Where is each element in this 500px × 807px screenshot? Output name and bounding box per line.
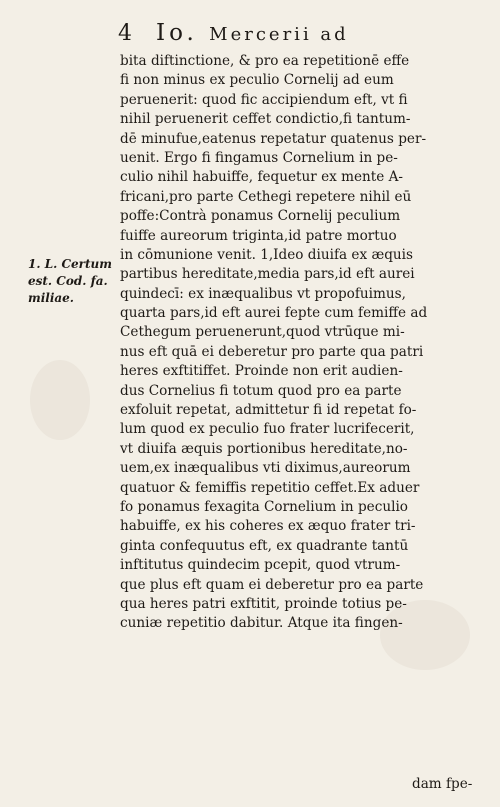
text-line: bita diftinctione, & pro ea repetitionē effe (120, 53, 410, 69)
text-line: uenit. Ergo fi fingamus Cornelium in pe- (120, 149, 398, 166)
text-line: quatuor & femiffis repetitio ceffet.Ex aduer (120, 479, 420, 496)
body-text (120, 52, 458, 634)
margin-note (28, 256, 114, 307)
catchword: dam fpe- (412, 776, 473, 792)
text-line: dus Cornelius fi totum quod pro ea parte (120, 382, 402, 399)
text-line: inftitutus quindecim pcepit, quod vtrum- (120, 557, 401, 574)
margin-note-line: miliae. (28, 291, 74, 305)
text-line: dē minufue,eatenus repetatur quatenus per- (120, 130, 427, 147)
text-line: exfoluit repetat, admittetur fi id repetat fo- (120, 402, 417, 419)
text-line: quarta pars,id eft aurei fepte cum femiffe ad (120, 305, 428, 322)
text-line: peruenerit: quod fic accipiendum eft, vt fi (120, 91, 408, 108)
text-line: cuniæ repetitio dabitur. Atque ita fingen- (120, 615, 403, 632)
running-head-title: Mercerii ad (209, 24, 349, 45)
page-number: 4 (118, 21, 132, 46)
text-line: Cethegum peruenerunt,quod vtrūque mi- (120, 324, 405, 341)
text-line: fo ponamus fexagita Cornelium in peculio (120, 498, 408, 515)
text-line: qua heres patri exftitit, proinde totius pe- (120, 595, 407, 612)
text-line: que plus eft quam ei deberetur pro ea parte (120, 576, 424, 593)
text-line: nus eft quā ei deberetur pro parte qua patri (120, 343, 424, 360)
text-line: heres exftitiffet. Proinde non erit audien- (120, 363, 403, 380)
margin-note-line: 1. L. Certum (28, 257, 112, 271)
margin-note-line: est. Cod. fa. (28, 274, 108, 288)
text-line: fuiffe aureorum triginta,id patre mortuo (120, 227, 397, 244)
text-line: poffe:Contrà ponamus Cornelij peculium (120, 208, 401, 225)
paper-stain (30, 360, 90, 440)
running-head (156, 20, 349, 46)
text-line: quindecī: ex inæqualibus vt propofuimus, (120, 285, 406, 302)
text-line: habuiffe, ex his coheres ex æquo frater tri- (120, 518, 416, 535)
text-line: uem,ex inæqualibus vti diximus,aureorum (120, 460, 411, 477)
page-header (118, 20, 458, 50)
text-line: fricani,pro parte Cethegi repetere nihil eū (120, 188, 412, 205)
running-head-author: Io. (156, 20, 198, 46)
text-line: culio nihil habuiffe, fequetur ex mente A- (120, 169, 404, 186)
text-line: nihil peruenerit ceffet condictio,fi tantum- (120, 111, 411, 128)
text-line: in cōmunione venit. 1,Ideo diuifa ex æquis (120, 246, 413, 263)
text-line: vt diuifa æquis portionibus hereditate,no- (120, 440, 408, 457)
text-line: partibus hereditate,media pars,id eft aurei (120, 266, 415, 283)
text-line: ginta confequutus eft, ex quadrante tantū (120, 537, 409, 554)
text-line: lum quod ex peculio fuo frater lucrifecerit, (120, 421, 415, 438)
text-line: fi non minus ex peculio Cornelij ad eum (120, 72, 394, 89)
